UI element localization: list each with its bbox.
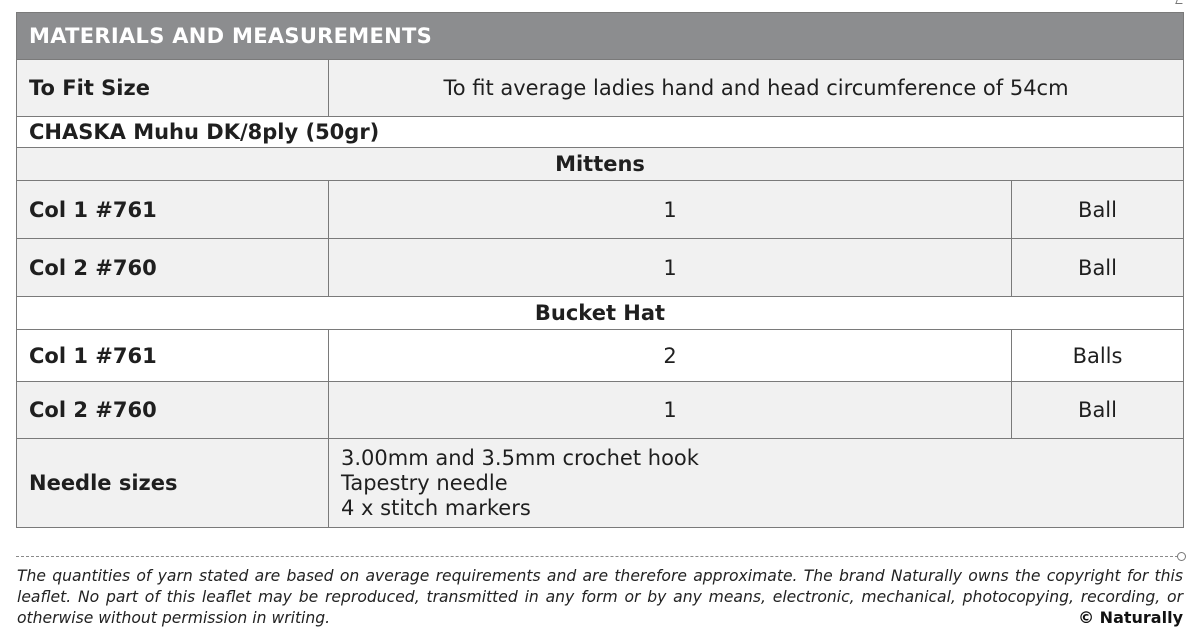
corner-mark <box>1175 0 1183 4</box>
unit-cell: Ball <box>1012 382 1184 439</box>
colour-label: Col 1 #761 <box>17 330 329 382</box>
needle-sizes-label: Needle sizes <box>17 439 329 528</box>
unit-cell: Ball <box>1012 181 1184 239</box>
fit-size-row <box>17 60 1184 117</box>
group-header-bucket-hat <box>17 297 1184 330</box>
fit-size-value: To fit average ladies hand and head circumference of 54cm <box>329 60 1184 117</box>
quantity-cell: 2 <box>329 330 1012 382</box>
needle-item: Tapestry needle <box>341 470 508 495</box>
colour-label: Col 1 #761 <box>17 181 329 239</box>
colour-label: Col 2 #760 <box>17 239 329 297</box>
fit-size-label: To Fit Size <box>17 60 329 117</box>
yarn-name: CHASKA Muhu DK/8ply (50gr) <box>17 117 1184 148</box>
copyright-notice: © Naturally <box>1078 608 1183 627</box>
needle-list <box>329 439 1184 528</box>
group-title: Bucket Hat <box>17 297 1184 330</box>
divider-end-circle <box>1177 552 1186 561</box>
table-header-row <box>17 13 1184 60</box>
needle-item: 3.00mm and 3.5mm crochet hook <box>341 445 699 470</box>
unit-cell: Balls <box>1012 330 1184 382</box>
table-row <box>17 181 1184 239</box>
unit-cell: Ball <box>1012 239 1184 297</box>
needle-item: 4 x stitch markers <box>341 495 531 520</box>
group-header-mittens <box>17 148 1184 181</box>
dashed-divider <box>16 556 1178 557</box>
table-row <box>17 239 1184 297</box>
materials-table <box>16 12 1184 528</box>
colour-label: Col 2 #760 <box>17 382 329 439</box>
yarn-row <box>17 117 1184 148</box>
group-title: Mittens <box>17 148 1184 181</box>
needle-sizes-row <box>17 439 1184 528</box>
table-row <box>17 330 1184 382</box>
quantity-cell: 1 <box>329 239 1012 297</box>
table-row <box>17 382 1184 439</box>
disclaimer-text: The quantities of yarn stated are based on average requirements and are therefore approximate. The brand Naturally owns the copyright for this leaflet. No part of this leaflet may be reproduced, transmitted in any form or by any means, electronic, mechanical, photocopying, recording, or otherwise without permission in writing. <box>17 567 1183 627</box>
quantity-cell: 1 <box>329 382 1012 439</box>
section-title: MATERIALS AND MEASUREMENTS <box>17 13 1184 60</box>
quantity-cell: 1 <box>329 181 1012 239</box>
